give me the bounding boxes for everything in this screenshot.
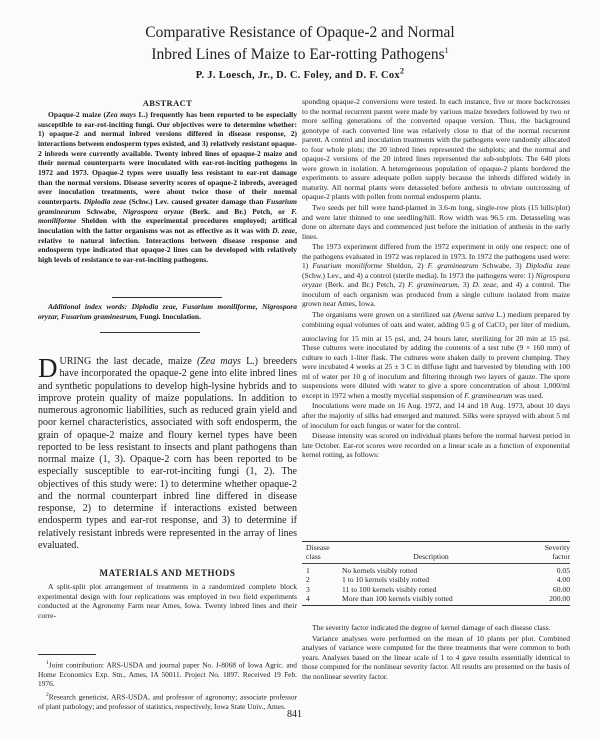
abstract-body bbox=[38, 110, 297, 265]
severity-table bbox=[302, 541, 570, 606]
title-footnote-mark: 1 bbox=[444, 45, 449, 55]
footnote-divider bbox=[38, 654, 96, 655]
methods-continued bbox=[302, 97, 570, 461]
methods-heading: MATERIALS AND METHODS bbox=[99, 568, 236, 578]
paper-title-line-1: Comparative Resistance of Opaque-2 and Normal bbox=[145, 24, 455, 41]
col-header-class: Disease class bbox=[302, 542, 342, 564]
methods-paragraph-6: Disease intensity was scored on individual plants before the normal harvest period in late October. Ear-rot scores were recorded on a linear scale as a function of exponential kernel rotting, as follows: bbox=[302, 431, 570, 460]
abstract-divider bbox=[112, 297, 222, 298]
page-number: 841 bbox=[287, 709, 302, 720]
table-header-row bbox=[302, 542, 570, 564]
methods-paragraph-5: Inoculations were made on 16 Aug. 1972, and 14 and 18 Aug. 1973, about 10 days after the majority of silks had emerged and matured. Silks were sprayed with about 5 ml of inoculum for each fungus or water for the control. bbox=[302, 401, 570, 430]
footnotes bbox=[38, 659, 297, 713]
authors-text: P. J. Loesch, Jr., D. C. Foley, and D. F. Cox bbox=[195, 70, 400, 81]
authors bbox=[0, 66, 600, 81]
abstract-paragraph: Opaque-2 maize (Zea mays L.) frequently has been reported to be especially susceptible to ear-rot-inciting fungi. Our objectives were to determine whether: 1) opaque-2 and normal inbred versions differed in disease response, 2) interactions between endosperm types existed, and 3) relatively resistant opaque-2 inbreds were currently available. Twenty inbred lines of opaque-2 maize and their normal counterparts were inoculated with ear-rot-inciting pathogens in 1972 and 1973. Opaque-2 types were usually less resistant to ear-rot damage than the normal versions. Disease severity scores of opaque-2 inbreds, averaged over inoculation treatments, were about twice those of their normal counterparts. Diplodia zeae (Schw.) Lev. caused greater damage than Fusarium graminearum Schwabe, Nigrospora oryzae (Berk. and Br.) Petch, or F. moniliforme Sheldon with the experimental procedures employed; artifical inoculation with the latter organisms was not as effective as it was with D. zeae, relative to natural infection. Interactions between disease response and endosperm type indicated that opaque-2 lines can be developed with relatively high levels of resistance to ear-rot-inciting pathogens. bbox=[38, 110, 297, 264]
table-row: 3 11 to 100 kernels visibly rotted 60.00 bbox=[306, 584, 570, 594]
methods-paragraph-1: A split-split plot arrangement of treatments in a randomized complete block experimental design with four replications was employed in two field experiments conducted at the Agronomy Farm near Ames, Iowa. Twenty inbred lines and their corre- bbox=[38, 582, 297, 620]
drop-cap: D bbox=[38, 353, 58, 383]
methods-paragraph-3: The 1973 experiment differed from the 1972 experiment in only one respect: one of the pathogens evaluated in 1972 was replaced in 1973. In 1972 the pathogens used were: 1) Fusarium moniliforme Sheldon, 2) F. graminearum Schwabe, 3) Diplodia zeae (Schw.) Lev., and 4) a control (sterile media). In 1973 the pathogens were: 1) Nigrospora oryzae (Berk. and Br.) Petch, 2) F. graminearum, 3) D. zeae, and 4) a control. The inoculum of each organism was produced from a single culture isolated from maize grown near Ames, Iowa. bbox=[302, 242, 571, 309]
index-words bbox=[38, 302, 297, 321]
table-row: 2 1 to 10 kernels visibly rotted 4.00 bbox=[306, 575, 570, 585]
index-words-terms: Diplodia zeae, Fusarium moniliforme, Nigrospora oryzar, Fusarium graminearum, bbox=[38, 302, 297, 321]
table-row: 4 More than 100 kernels visibly rotted 200.00 bbox=[306, 594, 570, 604]
methods-paragraph-2: Two seeds per hill were hand-planted in 3.6-m long, single-row plots (15 hills/plot) and were later thinned to one seedling/hill. Row width was 96.5 cm. Detasseling was done on alternate days and commenced just before the initiation of anthesis in the early lines. bbox=[302, 203, 570, 241]
methods-final bbox=[302, 623, 570, 682]
index-words-plain: Fungi. Inoculation. bbox=[138, 311, 201, 321]
methods-paragraph-8: Variance analyses were performed on the mean of 10 plants per plot. Combined analyses of variance were computed for the three treatments that were common to both years. Analyses based on the linear scale of 1 to 4 gave results essentially identical to those computed for the nonlinear severity factor. All results are presented on the basis of the nonlinear severity factor. bbox=[302, 633, 570, 681]
section-divider bbox=[100, 332, 200, 333]
col-header-severity: Severity factor bbox=[520, 542, 570, 564]
abstract-heading: ABSTRACT bbox=[142, 98, 193, 108]
authors-footnote-mark: 2 bbox=[399, 66, 405, 76]
introduction: DURING the last decade, maize (Zea mays L.) breeders have incorporated the opaque-2 gene into elite inbred lines and synthetic populations to develop high-lysine hybrids and to improve protein quality of maize populations. In addition to numerous agronomic liabilities, such as reduced grain yield and poor kernel characteristics, associated with soft endosperm, the grain of opaque-2 maize and floury kernel types have been reported to be less resistant to insects and plant pathogens than normal maize (1, 3). Opaque-2 corn has been reported to be especially susceptible to ear-rot-inciting fungi (1, 2). The objectives of this study were: 1) to determine whether opaque-2 and the normal counterpart inbred line differed in disease response, 2) to determine if interactions existed between endosperm types and ear-rot response, and 3) to determine if relatively resistant inbreds were represented in the array of lines evaluated. bbox=[38, 353, 297, 551]
footnote-1: $^1$Joint contribution: ARS-USDA and journal paper No. J-8068 of Iowa Agric. and Home Economics Exp. Stn., Ames, IA 50011. Project No. 1897. Received 19 Feb. 1976. bbox=[38, 660, 297, 689]
col-header-description: Description bbox=[342, 542, 520, 564]
methods-paragraph-4: The organisms were grown on a sterilized oat (Avena sativa L.) medium prepared by combining equal volumes of oats and water, adding 0.5 g of CaCO$_3$ per liter of medium, autoclaving for 15 min at 15 psi, and, 24 hours later, sterilizing for 20 min at 15 psi. These cultures were inoculated by adding the contents of a test tube (9 × 160 mm) of culture to each 1-liter flask. The cultures were shaken daily to prevent clumping. They were incubated 4 weeks at 25 ± 3 C in diffuse light and harvested by blending with 100 ml of water per 10 g of inoculum and filtering through two layers of gauze. The spore suspensions were diluted with water to give a spore concentration of about 1,000/ml except in 1972 when a mostly mycelial suspension of F. graminearum was used. bbox=[302, 310, 571, 400]
paper-title-line-2 bbox=[0, 44, 600, 66]
index-words-label: Additional index words: bbox=[48, 302, 128, 311]
methods-paragraph-7: The severity factor indicated the degree of kernel damage of each disease class. bbox=[312, 623, 551, 632]
title-text: Inbred Lines of Maize to Ear-rotting Pathogens bbox=[151, 46, 445, 63]
footnote-2: $^2$Research geneticist, ARS-USDA, and professor of agronomy; associate professor of plant pathology; and professor of statistics, respectively, Iowa State Univ., Ames. bbox=[38, 691, 297, 711]
methods-paragraph-1-cont: sponding opaque-2 conversions were tested. In each instance, five or more backcrosses to the normal recurrent parent were made by various maize breeders followed by two or more selfing generations of the converted opaque version. Thus, the background genotype of each converted line was relatively close to that of the normal recurrent parent. A control and inoculation treatments with the pathogens were randomly allocated to four whole plots; the 20 inbred lines represented the subplots; and the normal and opaque-2 versions of the 20 inbred lines represented the sub-subplots. The 640 plots were grown in isolation. A heterogeneous population of opaque-2 plants bordered the experiments to assure adequate pollen supply because the inbreds differed widely in maturity. All normal plants were detasseled before anthesis to obviate outcrossing of opaque-2 plants with pollen from normal endosperm plants. bbox=[302, 97, 570, 202]
table-row: 1 No kernels visibly rotted 0.05 bbox=[306, 565, 570, 575]
